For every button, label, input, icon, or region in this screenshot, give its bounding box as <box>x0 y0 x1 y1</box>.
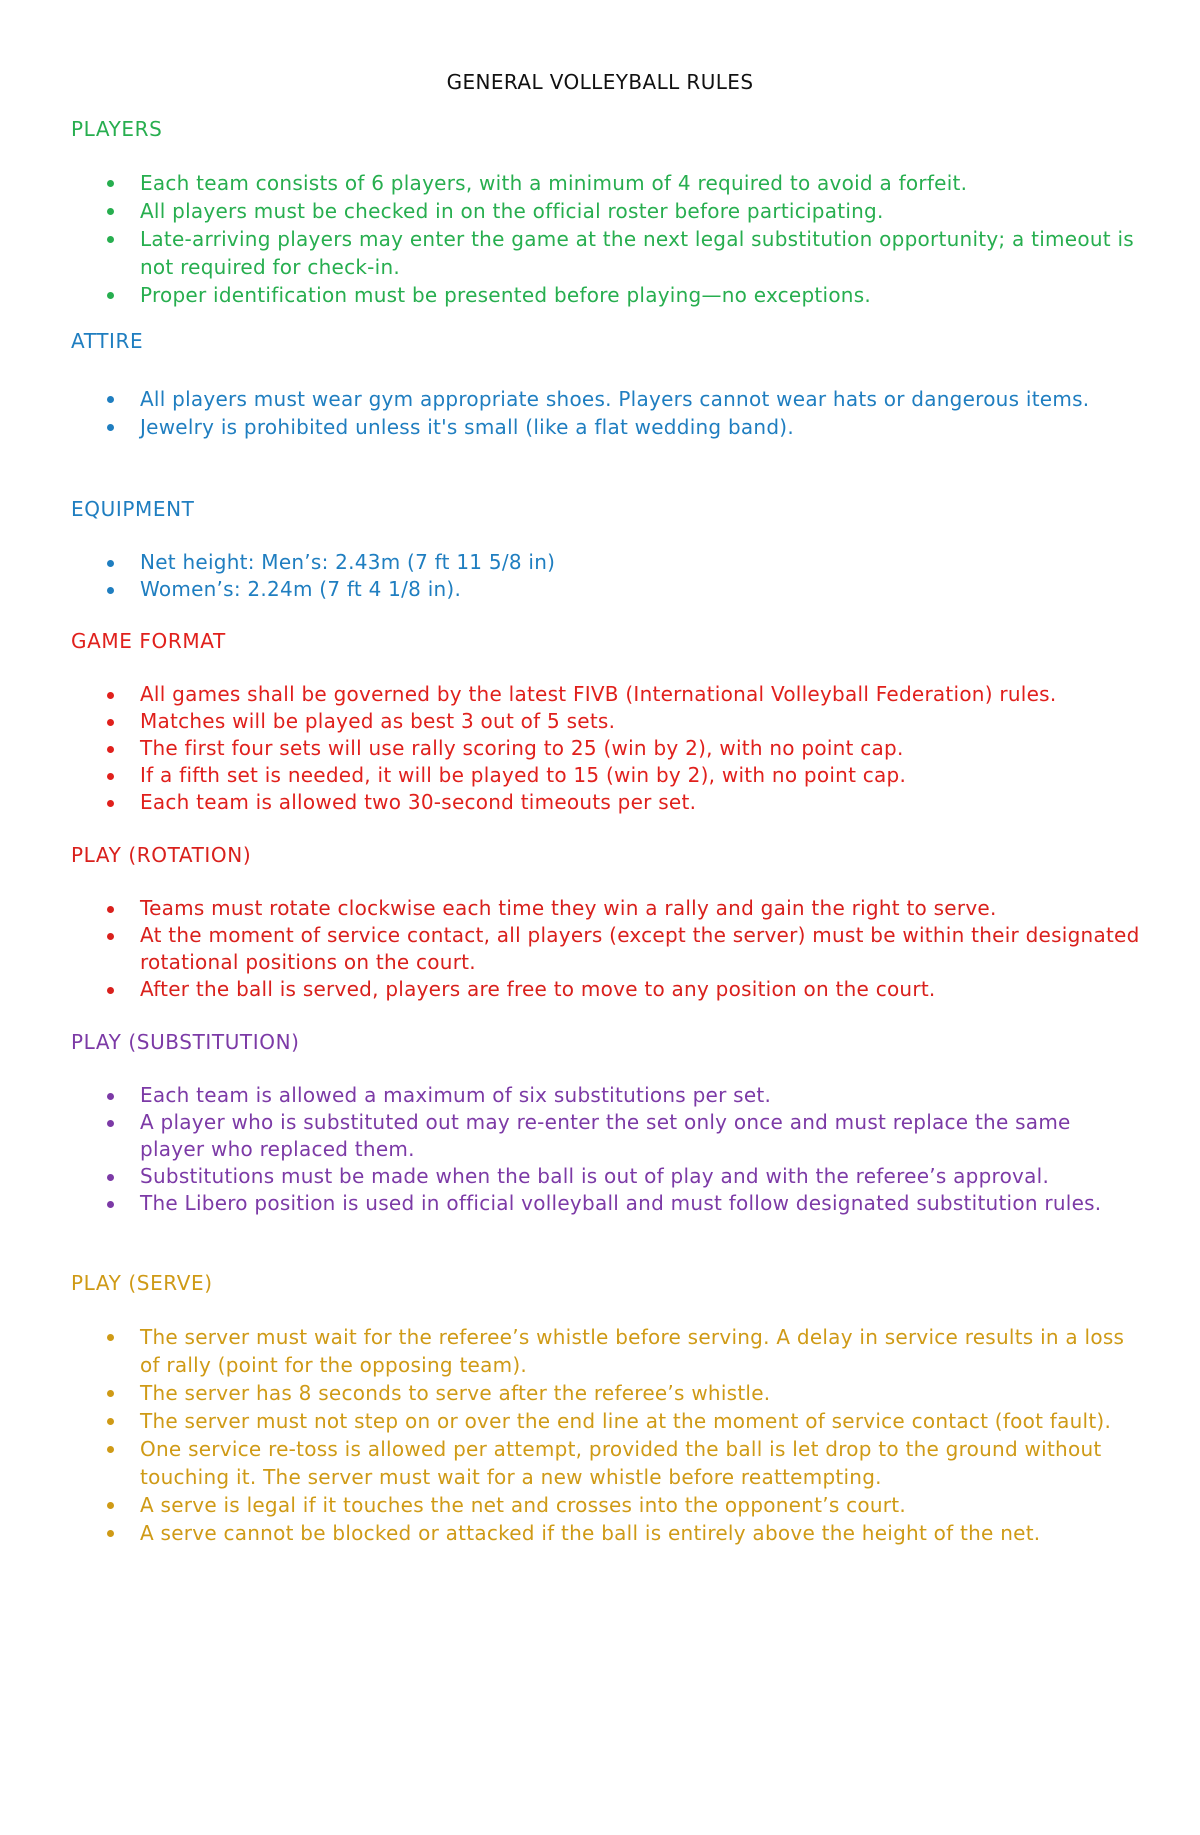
bullet-icon <box>107 236 114 243</box>
rule-text: A serve cannot be blocked or attacked if the ball is entirely above the height of the net. <box>140 1521 1041 1545</box>
bullet-icon <box>107 1174 114 1181</box>
bullet-icon <box>107 180 114 187</box>
bullet-icon <box>107 424 114 431</box>
section-heading: EQUIPMENT <box>71 497 195 521</box>
rule-list <box>71 1323 1141 1547</box>
rule-item <box>71 281 1141 309</box>
rule-item <box>71 1163 1141 1190</box>
bullet-icon <box>107 1530 114 1537</box>
rule-item <box>71 1379 1141 1407</box>
rule-item <box>71 385 1141 413</box>
section-attire <box>71 328 1141 441</box>
rule-text: Women’s: 2.24m (7 ft 4 1/8 in). <box>140 577 462 601</box>
rule-list <box>71 385 1141 441</box>
bullet-icon <box>107 1093 114 1100</box>
rule-item <box>71 413 1141 441</box>
rule-item <box>71 1435 1141 1491</box>
rule-item <box>71 1082 1141 1109</box>
rule-text: Teams must rotate clockwise each time they win a rally and gain the right to serve. <box>140 896 997 920</box>
bullet-icon <box>107 987 114 994</box>
rule-item <box>71 789 1141 816</box>
section-play-rotation <box>71 842 1141 1003</box>
bullet-icon <box>107 1418 114 1425</box>
rule-text: After the ball is served, players are free to move to any position on the court. <box>140 977 936 1001</box>
rule-item <box>71 1407 1141 1435</box>
bullet-icon <box>107 692 114 699</box>
rule-text: Substitutions must be made when the ball is out of play and with the referee’s approval. <box>140 1164 1050 1188</box>
section-heading: PLAY (SERVE) <box>71 1271 213 1295</box>
bullet-icon <box>107 773 114 780</box>
rule-item <box>71 1519 1141 1547</box>
rule-item <box>71 976 1141 1003</box>
rule-text: Matches will be played as best 3 out of 5 sets. <box>140 709 616 733</box>
rule-item <box>71 197 1141 225</box>
section-heading: PLAYERS <box>71 117 163 141</box>
rule-text: Each team is allowed a maximum of six substitutions per set. <box>140 1083 772 1107</box>
bullet-icon <box>107 1201 114 1208</box>
section-heading: PLAY (ROTATION) <box>71 843 252 867</box>
rule-item <box>71 1190 1141 1217</box>
rule-item <box>71 225 1141 281</box>
rule-text: The Libero position is used in official volleyball and must follow designated substitution rules. <box>140 1191 1102 1215</box>
rule-text: The server must wait for the referee’s whistle before serving. A delay in service results in a loss of rally (point for the opposing team). <box>140 1325 1125 1377</box>
rule-item <box>71 922 1141 976</box>
bullet-icon <box>107 396 114 403</box>
bullet-icon <box>107 906 114 913</box>
rule-text: If a fifth set is needed, it will be played to 15 (win by 2), with no point cap. <box>140 763 907 787</box>
section-heading: ATTIRE <box>71 329 144 353</box>
section-play-substitution <box>71 1029 1141 1217</box>
rule-text: One service re-toss is allowed per attempt, provided the ball is let drop to the ground without touching it. The server must wait for a new whistle before reattempting. <box>140 1437 1102 1489</box>
document-title: GENERAL VOLLEYBALL RULES <box>446 70 754 94</box>
section-equipment <box>71 496 1141 603</box>
bullet-icon <box>107 746 114 753</box>
rule-text: Each team consists of 6 players, with a minimum of 4 required to avoid a forfeit. <box>140 171 968 195</box>
bullet-icon <box>107 1502 114 1509</box>
rule-text: All players must wear gym appropriate shoes. Players cannot wear hats or dangerous items. <box>140 387 1090 411</box>
bullet-icon <box>107 1120 114 1127</box>
bullet-icon <box>107 560 114 567</box>
rule-item <box>71 762 1141 789</box>
rule-item <box>71 1491 1141 1519</box>
section-players <box>71 116 1141 309</box>
rule-item <box>71 895 1141 922</box>
rule-text: The first four sets will use rally scoring to 25 (win by 2), with no point cap. <box>140 736 904 760</box>
rule-item <box>71 681 1141 708</box>
bullet-icon <box>107 208 114 215</box>
rule-list <box>71 895 1141 1003</box>
rule-item <box>71 576 1141 603</box>
rule-item <box>71 1323 1141 1379</box>
bullet-icon <box>107 719 114 726</box>
rule-item <box>71 549 1141 576</box>
section-game-format <box>71 628 1141 816</box>
rule-text: A player who is substituted out may re-enter the set only once and must replace the same player who replaced them. <box>140 1110 1071 1161</box>
rule-list <box>71 549 1141 603</box>
rule-text: The server must not step on or over the end line at the moment of service contact (foot fault). <box>140 1409 1112 1433</box>
bullet-icon <box>107 800 114 807</box>
bullet-icon <box>107 1334 114 1341</box>
bullet-icon <box>107 587 114 594</box>
rule-item <box>71 1109 1141 1163</box>
rule-text: All players must be checked in on the official roster before participating. <box>140 199 884 223</box>
bullet-icon <box>107 292 114 299</box>
rule-item <box>71 735 1141 762</box>
bullet-icon <box>107 1446 114 1453</box>
rule-text: The server has 8 seconds to serve after the referee’s whistle. <box>140 1381 771 1405</box>
bullet-icon <box>107 933 114 940</box>
section-play-serve <box>71 1270 1141 1547</box>
rule-text: Jewelry is prohibited unless it's small (like a flat wedding band). <box>140 415 794 439</box>
rule-text: All games shall be governed by the latest FIVB (International Volleyball Federation) rules. <box>140 682 1057 706</box>
rule-list <box>71 169 1141 309</box>
rule-text: Late-arriving players may enter the game at the next legal substitution opportunity; a timeout is not required for check-in. <box>140 227 1134 279</box>
rule-text: Proper identification must be presented before playing—no exceptions. <box>140 283 872 307</box>
rule-item <box>71 169 1141 197</box>
rule-text: Net height: Men’s: 2.43m (7 ft 11 5/8 in) <box>140 550 556 574</box>
rule-text: Each team is allowed two 30-second timeouts per set. <box>140 790 697 814</box>
rule-list <box>71 1082 1141 1217</box>
section-heading: GAME FORMAT <box>71 629 226 653</box>
section-heading: PLAY (SUBSTITUTION) <box>71 1030 300 1054</box>
rule-item <box>71 708 1141 735</box>
rule-list <box>71 681 1141 816</box>
rule-text: A serve is legal if it touches the net and crosses into the opponent’s court. <box>140 1493 906 1517</box>
rule-text: At the moment of service contact, all players (except the server) must be within their designated rotational positions on the court. <box>140 923 1140 974</box>
bullet-icon <box>107 1390 114 1397</box>
